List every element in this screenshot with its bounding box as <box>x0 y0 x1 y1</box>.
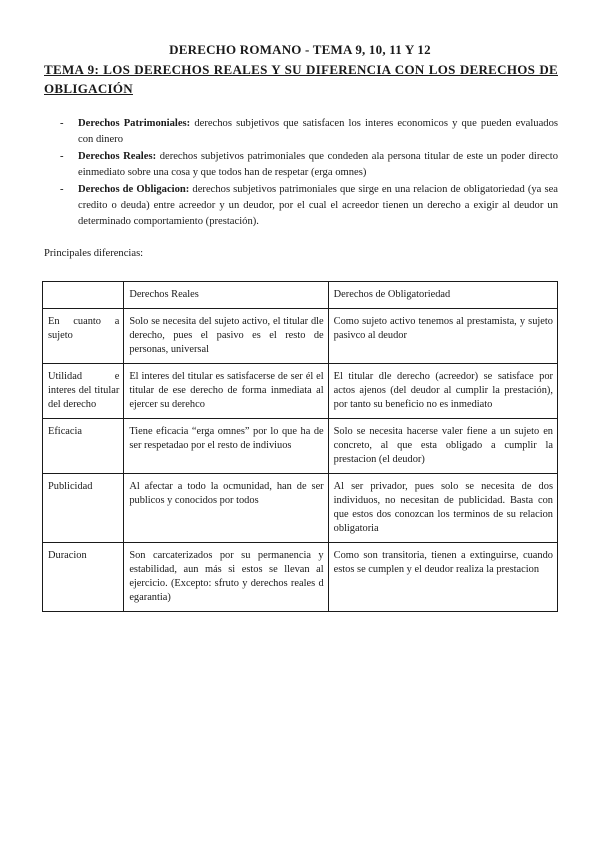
list-item <box>60 149 558 181</box>
table-intro: Principales diferencias: <box>44 248 144 259</box>
definition: derechos subjetivos patrimoniales que condeden ala persona titular de este un poder directo einmediato sobre una cosa y que todos han de respetar (erga omnes) <box>78 151 558 178</box>
bullet-dash: - <box>60 184 64 195</box>
cell-obligatoriedad: Solo se necesita hacerse valer fiene a un sujeto en concreto, al que esta obligado a cumplir la prestacion (el deudor) <box>328 419 557 474</box>
bullet-dash: - <box>60 151 64 162</box>
cell-reales: Al afectar a todo la ocmunidad, han de ser publicos y conocidos por todos <box>124 474 328 543</box>
cell-reales: El interes del titular es satisfacerse de ser él el titular de ese derecho de forma inmediata al ejercer su derehco <box>124 364 328 419</box>
cell-reales: Son carcaterizados por su permanencia y estabilidad, aun más si estos se llevan al ejercicio. (Excepto: sfruto y derechos reales d egarantia) <box>124 543 328 612</box>
row-label: En cuanto a sujeto <box>43 309 124 364</box>
term: Derechos Patrimoniales: <box>78 118 191 129</box>
table-row <box>43 419 558 474</box>
cell-reales: Solo se necesita del sujeto activo, el titular dle derecho, pues el pasivo es el resto de personas, universal <box>124 309 328 364</box>
row-label: Eficacia <box>43 419 124 474</box>
header-cell-empty <box>43 282 124 309</box>
document-title: DERECHO ROMANO - TEMA 9, 10, 11 Y 12 <box>169 42 431 57</box>
cell-obligatoriedad: Al ser privador, pues solo se necesita de dos individuos, no necesitan de publicidad. Basta con que estos dos conozcan los terminos de su relacion obligatoria <box>328 474 557 543</box>
cell-obligatoriedad: Como son transitoria, tienen a extinguirse, cuando estos se cumplen y el deudor realiza la prestacion <box>328 543 557 612</box>
definitions-list <box>60 116 558 231</box>
header-cell-obligatoriedad: Derechos de Obligatoriedad <box>328 282 557 309</box>
definition: derechos subjetivos patrimoniales que sirge en una relacion de obligatoriedad (ya sea credito o deuda) entre acreedor y un deudor, por el cual el acreedor tienen un derecho a exigir al deudor un determinado comportamiento (prestación). <box>78 184 558 227</box>
header-cell-reales: Derechos Reales <box>124 282 328 309</box>
row-label: Duracion <box>43 543 124 612</box>
table-row <box>43 364 558 419</box>
list-item <box>60 182 558 230</box>
term: Derechos de Obligacion: <box>78 184 190 195</box>
list-item <box>60 116 558 148</box>
cell-reales: Tiene eficacia “erga omnes” por lo que ha de ser respetadao por el resto de indiviuos <box>124 419 328 474</box>
table-header-row <box>43 282 558 309</box>
definition: derechos subjetivos que satisfacen los interes economicos y que pueden evaluados con dinero <box>78 118 558 145</box>
term: Derechos Reales: <box>78 151 157 162</box>
cell-obligatoriedad: El titular dle derecho (acreedor) se satisface por actos ajenos (del deudor al cumplir la prestación), por tanto su beneficio no es inmediato <box>328 364 557 419</box>
row-label: Publicidad <box>43 474 124 543</box>
section-heading: TEMA 9: LOS DERECHOS REALES Y SU DIFERENCIA CON LOS DERECHOS DE OBLIGACIÓN <box>44 62 558 96</box>
cell-obligatoriedad: Como sujeto activo tenemos al prestamista, y sujeto pasivco al deudor <box>328 309 557 364</box>
row-label: Utilidad e interes del titular del derecho <box>43 364 124 419</box>
table-row <box>43 474 558 543</box>
differences-table <box>42 281 558 612</box>
bullet-dash: - <box>60 118 64 129</box>
table-row <box>43 309 558 364</box>
table-row <box>43 543 558 612</box>
